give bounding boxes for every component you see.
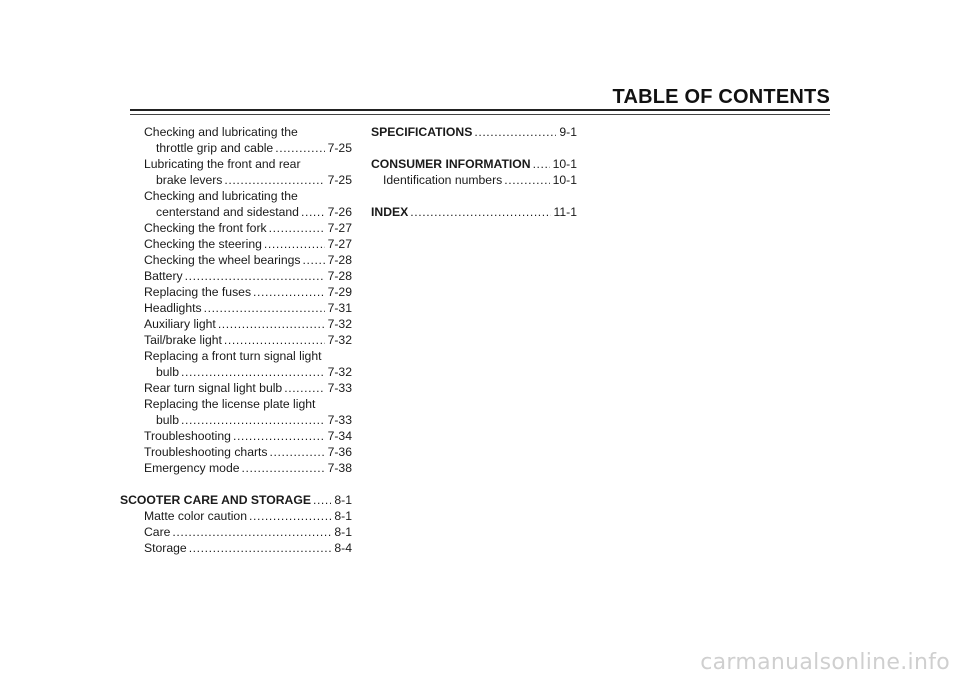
toc-entry-title: Rear turn signal light bulb xyxy=(144,381,283,395)
dot-leader xyxy=(474,124,556,140)
toc-entry[interactable] xyxy=(120,524,352,540)
toc-entry-title: Checking the wheel bearings xyxy=(144,253,301,267)
toc-entry-title: Checking and lubricating the xyxy=(144,125,298,139)
toc-section-entry[interactable] xyxy=(120,492,352,508)
toc-entry-title: CONSUMER INFORMATION xyxy=(371,157,531,171)
toc-entry[interactable] xyxy=(120,220,352,236)
toc-entry[interactable] xyxy=(120,460,352,476)
toc-entry-title: Replacing the fuses xyxy=(144,285,252,299)
dot-leader xyxy=(204,300,325,316)
dot-leader xyxy=(224,172,324,188)
toc-entry[interactable] xyxy=(120,348,352,380)
toc-entry-title: centerstand and sidestand xyxy=(156,205,299,219)
toc-page-number: 9-1 xyxy=(559,125,577,139)
toc-entry[interactable] xyxy=(120,428,352,444)
dot-leader xyxy=(533,156,550,172)
toc-entry[interactable] xyxy=(120,188,352,220)
toc-entry[interactable] xyxy=(120,332,352,348)
page-title: TABLE OF CONTENTS xyxy=(612,86,830,108)
dot-leader xyxy=(249,508,331,524)
toc-page-number: 7-33 xyxy=(327,381,352,395)
toc-entry[interactable] xyxy=(120,252,352,268)
toc-page-number: 10-1 xyxy=(552,173,577,187)
dot-leader xyxy=(253,284,325,300)
dot-leader xyxy=(504,172,549,188)
toc-entry-title: Tail/brake light xyxy=(144,333,222,347)
toc-page-number: 8-4 xyxy=(334,541,352,555)
toc-entry-title: Care xyxy=(144,525,171,539)
toc-page-number: 10-1 xyxy=(552,157,577,171)
toc-entry[interactable] xyxy=(120,268,352,284)
dot-leader xyxy=(189,540,332,556)
toc-entry[interactable] xyxy=(120,444,352,460)
dot-leader xyxy=(218,316,325,332)
toc-entry-title: throttle grip and cable xyxy=(156,141,274,155)
toc-entry[interactable] xyxy=(120,316,352,332)
toc-entry[interactable] xyxy=(120,124,352,156)
toc-page-number: 7-25 xyxy=(327,173,352,187)
toc-page-number: 7-27 xyxy=(327,221,352,235)
toc-page-number: 7-28 xyxy=(327,269,352,283)
dot-leader xyxy=(181,364,325,380)
toc-entry-title: Checking the steering xyxy=(144,237,262,251)
toc-entry[interactable] xyxy=(120,236,352,252)
toc-entry[interactable] xyxy=(371,172,577,188)
toc-entry[interactable] xyxy=(120,508,352,524)
toc-entry-title: Matte color caution xyxy=(144,509,247,523)
dot-leader xyxy=(224,332,325,348)
dot-leader xyxy=(410,204,550,220)
dot-leader xyxy=(301,204,325,220)
toc-section-entry[interactable] xyxy=(371,204,577,220)
header-rule-thin xyxy=(130,114,830,115)
toc-section-entry[interactable] xyxy=(371,156,577,172)
toc-entry-title: bulb xyxy=(156,413,180,427)
dot-leader xyxy=(242,460,325,476)
toc-page-number: 11-1 xyxy=(553,205,577,219)
toc-page-number: 7-31 xyxy=(327,301,352,315)
toc-page-number: 7-32 xyxy=(327,365,352,379)
toc-section-entry[interactable] xyxy=(371,124,577,140)
dot-leader xyxy=(172,524,331,540)
toc-page-number: 8-1 xyxy=(334,525,352,539)
toc-entry-title: INDEX xyxy=(371,205,409,219)
toc-entry-title: Checking and lubricating the xyxy=(144,189,298,203)
dot-leader xyxy=(303,252,325,268)
toc-entry[interactable] xyxy=(120,540,352,556)
toc-entry-title: Auxiliary light xyxy=(144,317,216,331)
dot-leader xyxy=(275,140,324,156)
toc-entry-title: Emergency mode xyxy=(144,461,240,475)
toc-entry[interactable] xyxy=(120,284,352,300)
toc-entry-title: Replacing the license plate light xyxy=(144,397,316,411)
section-gap xyxy=(371,188,577,204)
toc-page-number: 7-38 xyxy=(327,461,352,475)
dot-leader xyxy=(185,268,325,284)
toc-entry-title: Lubricating the front and rear xyxy=(144,157,301,171)
dot-leader xyxy=(181,412,325,428)
watermark: carmanualsonline.info xyxy=(700,650,950,675)
toc-page-number: 8-1 xyxy=(334,509,352,523)
dot-leader xyxy=(264,236,325,252)
toc-page-number: 8-1 xyxy=(334,493,352,507)
toc-left-column xyxy=(120,124,352,556)
toc-page-number: 7-33 xyxy=(327,413,352,427)
toc-page-number: 7-32 xyxy=(327,333,352,347)
toc-entry-title: brake levers xyxy=(156,173,223,187)
dot-leader xyxy=(270,444,325,460)
toc-entry-title: Replacing a front turn signal light xyxy=(144,349,322,363)
toc-entry[interactable] xyxy=(120,300,352,316)
toc-page-number: 7-34 xyxy=(327,429,352,443)
toc-entry[interactable] xyxy=(120,156,352,188)
toc-entry-title: bulb xyxy=(156,365,180,379)
toc-entry[interactable] xyxy=(120,380,352,396)
dot-leader xyxy=(284,380,324,396)
toc-page-number: 7-25 xyxy=(327,141,352,155)
section-gap xyxy=(371,140,577,156)
toc-page-number: 7-27 xyxy=(327,237,352,251)
toc-entry-title: Storage xyxy=(144,541,187,555)
toc-entry-title: Battery xyxy=(144,269,183,283)
dot-leader xyxy=(233,428,325,444)
toc-entry-title: SCOOTER CARE AND STORAGE xyxy=(120,493,311,507)
toc-page-number: 7-28 xyxy=(327,253,352,267)
toc-page-number: 7-32 xyxy=(327,317,352,331)
toc-page-number: 7-26 xyxy=(327,205,352,219)
toc-entry-title: SPECIFICATIONS xyxy=(371,125,473,139)
dot-leader xyxy=(269,220,325,236)
toc-page-number: 7-29 xyxy=(327,285,352,299)
toc-page-number: 7-36 xyxy=(327,445,352,459)
toc-entry-title: Identification numbers xyxy=(383,173,503,187)
header-rule-thick xyxy=(130,109,830,111)
toc-entry-title: Checking the front fork xyxy=(144,221,267,235)
toc-entry-title: Headlights xyxy=(144,301,202,315)
section-gap xyxy=(120,476,352,492)
toc-entry-title: Troubleshooting xyxy=(144,429,231,443)
toc-entry-title: Troubleshooting charts xyxy=(144,445,268,459)
dot-leader xyxy=(313,492,331,508)
toc-right-column xyxy=(371,124,577,220)
toc-entry[interactable] xyxy=(120,396,352,428)
